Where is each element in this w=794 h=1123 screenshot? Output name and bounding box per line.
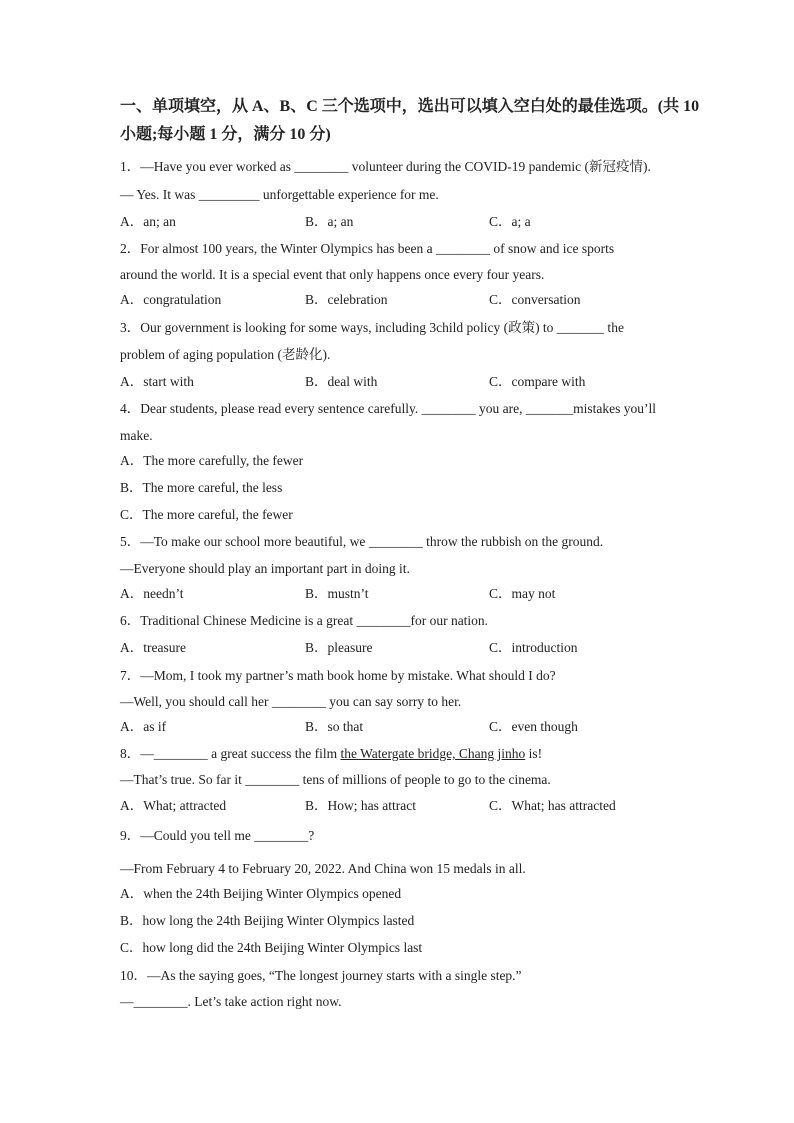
q9-option-b: B．how long the 24th Beijing Winter Olympics lasted — [120, 913, 415, 928]
q5-option-c: C．may not — [489, 586, 556, 601]
q7-option-a: A．as if — [120, 719, 167, 734]
question-3-line2: problem of aging population (老龄化). — [120, 347, 331, 362]
q6-option-c: C．introduction — [489, 640, 578, 655]
question-2-line2: around the world. It is a special event that only happens once every four years. — [120, 267, 545, 282]
q2-option-a: A．congratulation — [120, 292, 222, 307]
q8-film-title: the Watergate bridge, Chang jinho — [340, 746, 526, 761]
question-2-line1: 2．For almost 100 years, the Winter Olympics has been a ________ of snow and ice sports — [120, 241, 615, 256]
q4-option-a: A．The more carefully, the fewer — [120, 453, 304, 468]
question-7-line1: 7．—Mom, I took my partner’s math book home by mistake. What should I do? — [120, 668, 556, 683]
q5-option-b: B．mustn’t — [305, 586, 369, 601]
question-1-line2: — Yes. It was _________ unforgettable experience for me. — [120, 187, 439, 202]
q8-line1-suffix: is! — [525, 746, 543, 761]
section-heading-line2: 小题;每小题 1 分，满分 10 分) — [120, 126, 331, 143]
q4-option-b: B．The more careful, the less — [120, 480, 283, 495]
q8-option-a: A．What; attracted — [120, 798, 227, 813]
q9-option-a: A．when the 24th Beijing Winter Olympics opened — [120, 886, 402, 901]
q6-option-a: A．treasure — [120, 640, 186, 655]
question-8-line1 — [120, 745, 542, 763]
question-9-line2: —From February 4 to February 20, 2022. And China won 15 medals in all. — [120, 861, 526, 876]
q6-option-b: B．pleasure — [305, 640, 373, 655]
question-8-line2: —That’s true. So far it ________ tens of millions of people to go to the cinema. — [120, 772, 551, 787]
q8-line1-prefix: 8．—________ a great success the film — [120, 746, 341, 761]
question-4-line1: 4．Dear students, please read every sentence carefully. ________ you are, _______mistakes you’ll — [120, 401, 656, 416]
question-10-line1: 10．—As the saying goes, “The longest journey starts with a single step.” — [120, 968, 522, 983]
question-4-line2: make. — [120, 428, 153, 443]
question-3-line1: 3．Our government is looking for some ways, including 3child policy (政策) to _______ the — [120, 320, 624, 335]
q3-option-b: B．deal with — [305, 374, 378, 389]
q4-option-c: C．The more careful, the fewer — [120, 507, 293, 522]
q7-option-c: C．even though — [489, 719, 578, 734]
q9-option-c: C．how long did the 24th Beijing Winter Olympics last — [120, 940, 423, 955]
q8-option-b: B．How; has attract — [305, 798, 416, 813]
question-5-line1: 5．—To make our school more beautiful, we ________ throw the rubbish on the ground. — [120, 534, 604, 549]
q3-option-a: A．start with — [120, 374, 194, 389]
question-9-line1: 9．—Could you tell me ________? — [120, 828, 315, 843]
q3-option-c: C．compare with — [489, 374, 586, 389]
section-heading-line1: 一、单项填空，从 A、B、C 三个选项中，选出可以填入空白处的最佳选项。(共 10 — [120, 98, 700, 115]
q7-option-b: B．so that — [305, 719, 364, 734]
question-10-line2: —________. Let’s take action right now. — [120, 994, 342, 1009]
q1-option-a: A．an; an — [120, 214, 176, 229]
question-6-line1: 6．Traditional Chinese Medicine is a great ________for our nation. — [120, 613, 489, 628]
q5-option-a: A．needn’t — [120, 586, 184, 601]
q2-option-b: B．celebration — [305, 292, 388, 307]
q2-option-c: C．conversation — [489, 292, 581, 307]
q8-option-c: C．What; has attracted — [489, 798, 616, 813]
question-7-line2: —Well, you should call her ________ you can say sorry to her. — [120, 694, 462, 709]
question-1-line1: 1．—Have you ever worked as ________ volunteer during the COVID-19 pandemic (新冠疫情). — [120, 159, 651, 174]
q1-option-c: C．a; a — [489, 214, 531, 229]
question-5-line2: —Everyone should play an important part in doing it. — [120, 561, 410, 576]
q1-option-b: B．a; an — [305, 214, 354, 229]
